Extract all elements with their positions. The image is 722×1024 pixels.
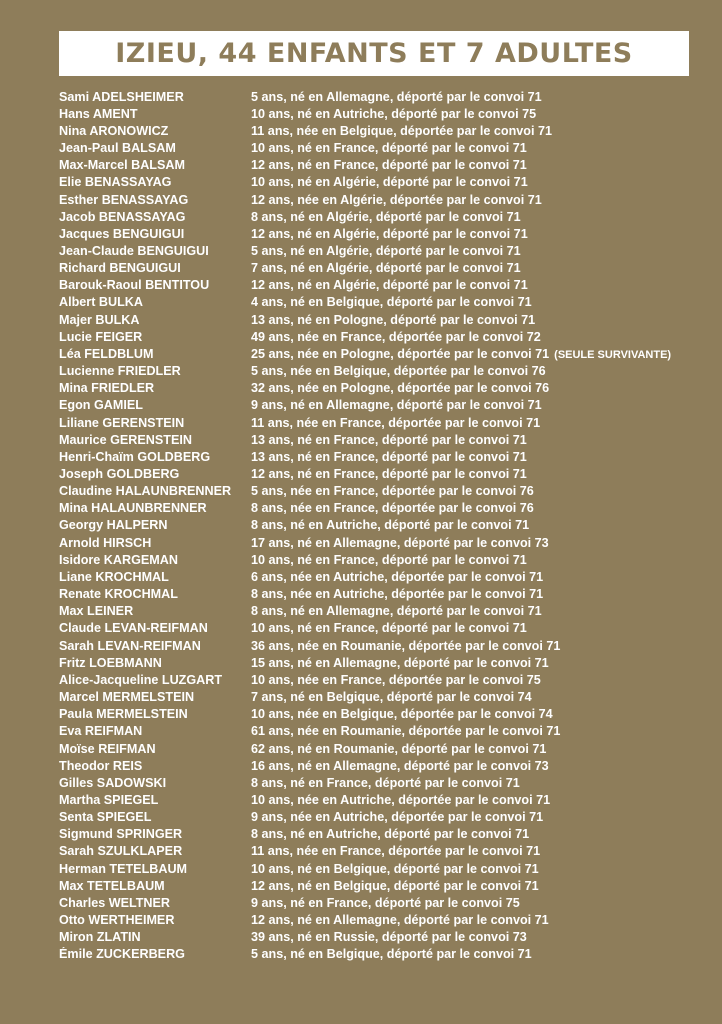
list-item xyxy=(59,277,699,294)
person-detail xyxy=(251,158,699,172)
list-item xyxy=(59,723,699,740)
list-item xyxy=(59,139,699,156)
list-item xyxy=(59,877,699,894)
person-detail xyxy=(251,416,699,430)
person-name: Herman TETELBAUM xyxy=(59,861,188,876)
person-name: Mina FRIEDLER xyxy=(59,381,155,396)
person-detail-text: 32 ans, née en Pologne, déportée par le convoi 76 xyxy=(251,381,550,396)
person-detail xyxy=(251,759,699,773)
person-detail-text: 12 ans, né en Belgique, déporté par le convoi 71 xyxy=(251,878,539,893)
person-detail xyxy=(251,879,699,893)
person-detail xyxy=(251,90,699,104)
list-item xyxy=(59,654,699,671)
person-detail xyxy=(251,278,699,292)
person-detail-text: 13 ans, né en France, déporté par le convoi 71 xyxy=(251,432,527,447)
list-item xyxy=(59,483,699,500)
person-name: Sami ADELSHEIMER xyxy=(59,89,184,104)
person-detail-text: 10 ans, né en France, déporté par le convoi 71 xyxy=(251,552,527,567)
list-item xyxy=(59,929,699,946)
person-detail xyxy=(251,398,699,412)
person-name: Liliane GERENSTEIN xyxy=(59,415,185,430)
list-item xyxy=(59,568,699,585)
person-name: Joseph GOLDBERG xyxy=(59,467,180,482)
list-item xyxy=(59,328,699,345)
person-name: Egon GAMIEL xyxy=(59,398,143,413)
person-name: Richard BENGUIGUI xyxy=(59,261,181,276)
person-detail-text: 9 ans, née en Autriche, déportée par le convoi 71 xyxy=(251,810,544,825)
person-name: Max LEINER xyxy=(59,604,134,619)
person-name: Liane KROCHMAL xyxy=(59,569,169,584)
person-detail-text: 7 ans, né en Algérie, déporté par le convoi 71 xyxy=(251,261,521,276)
list-item xyxy=(59,774,699,791)
list-item xyxy=(59,225,699,242)
person-name: Charles WELTNER xyxy=(59,895,171,910)
person-name: Miron ZLATIN xyxy=(59,930,141,945)
person-detail-text: 12 ans, né en Allemagne, déporté par le convoi 71 xyxy=(251,913,549,928)
person-name: Gilles SADOWSKI xyxy=(59,775,167,790)
person-detail xyxy=(251,913,699,927)
list-item xyxy=(59,122,699,139)
person-detail xyxy=(251,124,699,138)
person-name: Moïse REIFMAN xyxy=(59,741,156,756)
list-item xyxy=(59,671,699,688)
person-detail xyxy=(251,690,699,704)
person-detail xyxy=(251,227,699,241)
list-item xyxy=(59,826,699,843)
person-detail-text: 11 ans, née en Belgique, déportée par le convoi 71 xyxy=(251,123,552,138)
person-detail-text: 12 ans, née en Algérie, déportée par le convoi 71 xyxy=(251,192,542,207)
person-detail-text: 7 ans, né en Belgique, déporté par le convoi 74 xyxy=(251,690,532,705)
list-item xyxy=(59,311,699,328)
person-name: Hans AMENT xyxy=(59,106,138,121)
person-name: Theodor REIS xyxy=(59,758,143,773)
person-detail xyxy=(251,313,699,327)
list-item xyxy=(59,105,699,122)
person-detail-text: 5 ans, né en Algérie, déporté par le convoi 71 xyxy=(251,243,521,258)
person-detail xyxy=(251,536,699,550)
person-detail-text: 16 ans, né en Allemagne, déporté par le convoi 73 xyxy=(251,758,549,773)
person-name: Albert BULKA xyxy=(59,295,143,310)
person-detail-text: 5 ans, né en Allemagne, déporté par le convoi 71 xyxy=(251,89,542,104)
person-detail xyxy=(251,656,699,670)
person-name: Henri-Chaïm GOLDBERG xyxy=(59,449,211,464)
person-name: Otto WERTHEIMER xyxy=(59,913,175,928)
list-item xyxy=(59,88,699,105)
person-detail-text: 8 ans, né en Algérie, déporté par le convoi 71 xyxy=(251,209,521,224)
person-detail-text: 15 ans, né en Allemagne, déporté par le convoi 71 xyxy=(251,655,549,670)
person-name: Émile ZUCKERBERG xyxy=(59,947,185,962)
person-detail-text: 13 ans, né en France, déporté par le convoi 71 xyxy=(251,449,527,464)
person-detail xyxy=(251,295,699,309)
person-name: Claude LEVAN-REIFMAN xyxy=(59,621,208,636)
person-detail-text: 10 ans, né en France, déporté par le convoi 71 xyxy=(251,621,527,636)
person-detail-text: 25 ans, née en Pologne, déportée par le convoi 71 xyxy=(251,346,550,361)
person-name: Maurice GERENSTEIN xyxy=(59,432,192,447)
person-detail-text: 10 ans, née en France, déportée par le convoi 75 xyxy=(251,672,541,687)
list-item xyxy=(59,740,699,757)
person-name: Barouk-Raoul BENTITOU xyxy=(59,278,210,293)
person-name: Majer BULKA xyxy=(59,312,140,327)
list-item xyxy=(59,465,699,482)
list-item xyxy=(59,620,699,637)
person-detail-text: 10 ans, né en Algérie, déporté par le convoi 71 xyxy=(251,175,528,190)
list-item xyxy=(59,809,699,826)
list-item xyxy=(59,397,699,414)
list-item xyxy=(59,534,699,551)
person-detail-text: 12 ans, né en France, déporté par le convoi 71 xyxy=(251,467,527,482)
person-detail-text: 49 ans, née en France, déportée par le convoi 72 xyxy=(251,329,541,344)
person-detail-text: 61 ans, née en Roumanie, déportée par le convoi 71 xyxy=(251,724,561,739)
list-item xyxy=(59,380,699,397)
survivor-note: (SEULE SURVIVANTE) xyxy=(554,348,672,361)
person-detail-text: 8 ans, née en France, déportée par le convoi 76 xyxy=(251,501,534,516)
list-item xyxy=(59,294,699,311)
person-name: Eva REIFMAN xyxy=(59,724,143,739)
person-detail xyxy=(251,175,699,189)
person-name: Lucienne FRIEDLER xyxy=(59,364,181,379)
person-detail xyxy=(251,793,699,807)
title-banner xyxy=(59,31,689,76)
person-detail-text: 13 ans, né en Pologne, déporté par le convoi 71 xyxy=(251,312,536,327)
list-item xyxy=(59,260,699,277)
list-item xyxy=(59,191,699,208)
person-detail xyxy=(251,141,699,155)
list-item xyxy=(59,363,699,380)
person-detail xyxy=(251,553,699,567)
person-name: Sarah SZULKLAPER xyxy=(59,844,183,859)
list-item xyxy=(59,208,699,225)
person-detail xyxy=(251,570,699,584)
list-item xyxy=(59,174,699,191)
person-name: Senta SPIEGEL xyxy=(59,810,152,825)
list-item xyxy=(59,551,699,568)
person-name: Léa FELDBLUM xyxy=(59,346,154,361)
person-name: Max TETELBAUM xyxy=(59,878,165,893)
list-item xyxy=(59,843,699,860)
list-item xyxy=(59,757,699,774)
person-detail xyxy=(251,501,699,515)
person-detail xyxy=(251,433,699,447)
person-detail-text: 12 ans, né en France, déporté par le convoi 71 xyxy=(251,158,527,173)
person-detail-text: 8 ans, né en Autriche, déporté par le convoi 71 xyxy=(251,827,530,842)
person-detail-text: 8 ans, née en Autriche, déportée par le convoi 71 xyxy=(251,587,544,602)
person-detail xyxy=(251,518,699,532)
list-item xyxy=(59,894,699,911)
person-detail xyxy=(251,450,699,464)
person-detail-text: 9 ans, né en France, déporté par le convoi 75 xyxy=(251,895,520,910)
person-name: Elie BENASSAYAG xyxy=(59,175,172,190)
person-detail xyxy=(251,210,699,224)
person-detail-text: 12 ans, né en Algérie, déporté par le convoi 71 xyxy=(251,278,528,293)
page-title: IZIEU, 44 ENFANTS ET 7 ADULTES xyxy=(115,38,633,69)
person-name: Renate KROCHMAL xyxy=(59,587,178,602)
list-item xyxy=(59,517,699,534)
list-item xyxy=(59,157,699,174)
list-item xyxy=(59,345,699,362)
person-detail-text: 17 ans, né en Allemagne, déporté par le convoi 73 xyxy=(251,535,549,550)
person-detail-text: 36 ans, née en Roumanie, déportée par le convoi 71 xyxy=(251,638,561,653)
person-detail-text: 8 ans, né en Allemagne, déporté par le convoi 71 xyxy=(251,604,542,619)
person-detail xyxy=(251,467,699,481)
list-item xyxy=(59,791,699,808)
list-item xyxy=(59,448,699,465)
person-name: Georgy HALPERN xyxy=(59,518,168,533)
list-item xyxy=(59,414,699,431)
person-detail xyxy=(251,261,699,275)
person-detail-text: 10 ans, née en Autriche, déportée par le convoi 71 xyxy=(251,792,551,807)
list-item xyxy=(59,242,699,259)
person-detail xyxy=(251,776,699,790)
person-detail-text: 8 ans, né en Autriche, déporté par le convoi 71 xyxy=(251,518,530,533)
person-name: Jean-Paul BALSAM xyxy=(59,141,176,156)
person-detail xyxy=(251,193,699,207)
person-detail xyxy=(251,724,699,738)
person-detail xyxy=(251,742,699,756)
person-name: Paula MERMELSTEIN xyxy=(59,707,188,722)
person-name: Nina ARONOWICZ xyxy=(59,123,169,138)
person-name: Fritz LOEBMANN xyxy=(59,655,162,670)
person-detail xyxy=(251,827,699,841)
person-detail xyxy=(251,484,699,498)
person-name: Martha SPIEGEL xyxy=(59,792,159,807)
person-name: Sarah LEVAN-REIFMAN xyxy=(59,638,201,653)
person-name: Max-Marcel BALSAM xyxy=(59,158,185,173)
list-item xyxy=(59,912,699,929)
list-item xyxy=(59,946,699,963)
person-name: Arnold HIRSCH xyxy=(59,535,152,550)
list-item xyxy=(59,500,699,517)
person-detail-text: 6 ans, née en Autriche, déportée par le convoi 71 xyxy=(251,569,544,584)
person-detail xyxy=(251,810,699,824)
person-detail xyxy=(251,707,699,721)
person-detail-text: 4 ans, né en Belgique, déporté par le convoi 71 xyxy=(251,295,532,310)
person-detail-text: 10 ans, née en Belgique, déportée par le convoi 74 xyxy=(251,707,553,722)
person-name: Lucie FEIGER xyxy=(59,329,143,344)
list-item xyxy=(59,637,699,654)
person-detail xyxy=(251,364,699,378)
person-detail-text: 62 ans, né en Roumanie, déporté par le convoi 71 xyxy=(251,741,547,756)
person-name: Alice-Jacqueline LUZGART xyxy=(59,672,223,687)
person-detail xyxy=(251,862,699,876)
person-detail xyxy=(251,673,699,687)
person-detail xyxy=(251,639,699,653)
person-detail xyxy=(251,107,699,121)
list-item xyxy=(59,688,699,705)
person-detail xyxy=(251,330,699,344)
person-detail xyxy=(251,587,699,601)
person-name: Isidore KARGEMAN xyxy=(59,552,178,567)
person-name: Sigmund SPRINGER xyxy=(59,827,183,842)
person-detail-text: 9 ans, né en Allemagne, déporté par le convoi 71 xyxy=(251,398,542,413)
person-detail xyxy=(251,947,699,961)
person-detail-text: 5 ans, né en Belgique, déporté par le convoi 71 xyxy=(251,947,532,962)
list-item xyxy=(59,860,699,877)
list-item xyxy=(59,706,699,723)
person-detail xyxy=(251,930,699,944)
person-name: Jacques BENGUIGUI xyxy=(59,226,185,241)
person-name: Mina HALAUNBRENNER xyxy=(59,501,207,516)
person-detail xyxy=(251,604,699,618)
list-item xyxy=(59,431,699,448)
person-detail-text: 39 ans, né en Russie, déporté par le convoi 73 xyxy=(251,930,527,945)
person-detail xyxy=(251,347,699,361)
list-item xyxy=(59,603,699,620)
person-detail-text: 12 ans, né en Algérie, déporté par le convoi 71 xyxy=(251,226,528,241)
person-detail xyxy=(251,621,699,635)
person-name: Jean-Claude BENGUIGUI xyxy=(59,243,209,258)
person-detail-text: 11 ans, née en France, déportée par le convoi 71 xyxy=(251,415,541,430)
person-detail-text: 11 ans, née en France, déportée par le convoi 71 xyxy=(251,844,541,859)
person-detail xyxy=(251,381,699,395)
person-detail-text: 10 ans, né en France, déporté par le convoi 71 xyxy=(251,141,527,156)
list-item xyxy=(59,586,699,603)
person-detail-text: 10 ans, né en Autriche, déporté par le convoi 75 xyxy=(251,106,537,121)
person-detail xyxy=(251,244,699,258)
person-detail-text: 5 ans, née en France, déportée par le convoi 76 xyxy=(251,484,534,499)
person-detail-text: 10 ans, né en Belgique, déporté par le convoi 71 xyxy=(251,861,539,876)
person-name: Marcel MERMELSTEIN xyxy=(59,690,195,705)
person-detail xyxy=(251,844,699,858)
person-detail-text: 8 ans, né en France, déporté par le convoi 71 xyxy=(251,775,520,790)
person-name: Jacob BENASSAYAG xyxy=(59,209,186,224)
person-detail-text: 5 ans, née en Belgique, déportée par le convoi 76 xyxy=(251,364,546,379)
person-detail xyxy=(251,896,699,910)
victims-list xyxy=(59,88,699,963)
person-name: Claudine HALAUNBRENNER xyxy=(59,484,232,499)
person-name: Esther BENASSAYAG xyxy=(59,192,189,207)
